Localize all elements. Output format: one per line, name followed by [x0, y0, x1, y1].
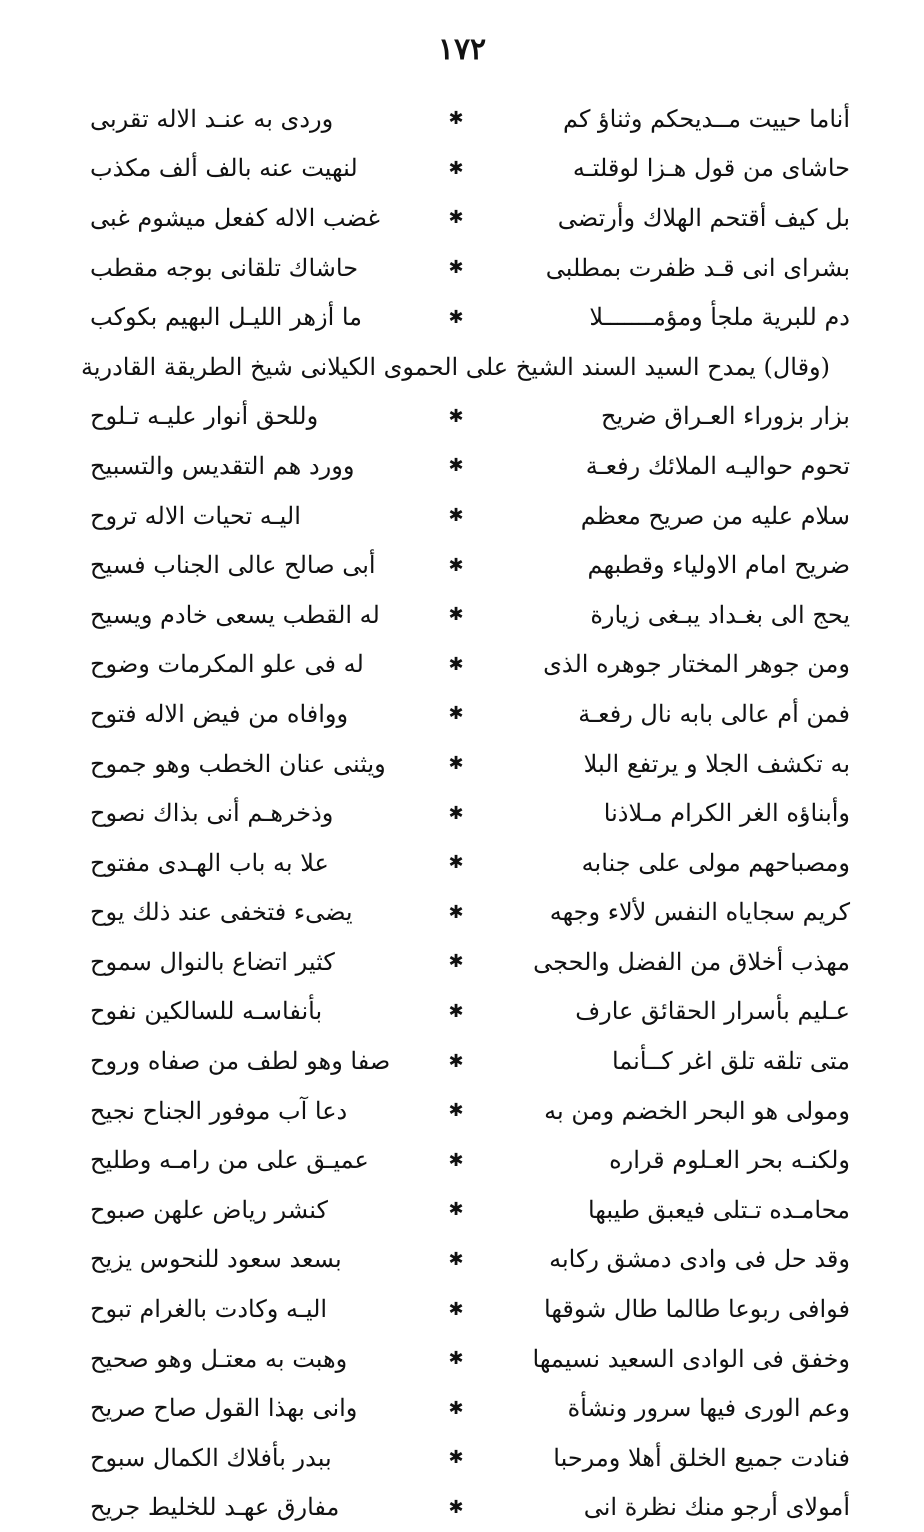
- verse-separator-icon: ✱: [448, 1199, 464, 1221]
- first-hemistich: وقد حل فى وادى دمشق ركابه: [549, 1245, 850, 1274]
- verse-line: [90, 1235, 850, 1285]
- verse-separator-icon: ✱: [448, 901, 464, 923]
- first-hemistich: فوافى ربوعا طالما طال شوقها: [544, 1295, 850, 1324]
- first-hemistich: مهذب أخلاق من الفضل والحجى: [533, 947, 850, 976]
- first-hemistich: وعم الورى فيها سرور ونشأة: [567, 1394, 850, 1423]
- verse-line: [90, 1185, 850, 1235]
- verse-separator-icon: ✱: [448, 1447, 464, 1469]
- verse-line: [90, 788, 850, 838]
- second-hemistich: كثير اتضاع بالنوال سموح: [90, 947, 335, 976]
- second-hemistich: حاشاك تلقانى بوجه مقطب: [90, 253, 359, 282]
- second-hemistich: اليـه وكادت بالغرام تبوح: [90, 1295, 328, 1324]
- verse-separator-icon: ✱: [448, 951, 464, 973]
- second-hemistich: وهبت به معتـل وهو صحيح: [90, 1344, 348, 1373]
- verse-separator-icon: ✱: [448, 1000, 464, 1022]
- first-hemistich: دم للبرية ملجأ ومؤمـــــــلا: [589, 303, 850, 332]
- second-hemistich: وانى بهذا القول صاح صريح: [90, 1394, 358, 1423]
- verse-line: [90, 94, 850, 144]
- second-hemistich: بسعد سعود للنحوس يزيح: [90, 1245, 342, 1274]
- verse-separator-icon: ✱: [448, 306, 464, 328]
- second-hemistich: غضب الاله كفعل ميشوم غبى: [90, 203, 380, 232]
- verse-separator-icon: ✱: [448, 1397, 464, 1419]
- first-hemistich: بشراى انى قـد ظفرت بمطلبى: [545, 253, 850, 282]
- verse-line: [90, 739, 850, 789]
- verse-separator-icon: ✱: [448, 1100, 464, 1122]
- verse-separator-icon: ✱: [448, 554, 464, 576]
- first-hemistich: بل كيف أقتحم الهلاك وأرتضى: [557, 203, 850, 232]
- first-hemistich: محامـده تـتلى فيعبق طيبها: [587, 1195, 850, 1224]
- verse-line: [90, 491, 850, 541]
- first-hemistich: أمولاى أرجو منك نظرة انى: [583, 1493, 850, 1522]
- first-hemistich: أناما حييت مــديحكم وثناؤ كم: [563, 104, 850, 133]
- first-hemistich: ومصباحهم مولى على جنابه: [581, 848, 850, 877]
- first-hemistich: فمن أم عالى بابه نال رفعـة: [578, 699, 850, 728]
- page-number: ١٧٢: [437, 32, 487, 67]
- first-hemistich: به تكشف الجلا و يرتفع البلا: [583, 749, 850, 778]
- verse-separator-icon: ✱: [448, 1496, 464, 1518]
- second-hemistich: وللحق أنوار عليـه تـلوح: [90, 402, 319, 431]
- first-hemistich: متى تلقه تلق اغر كــأنما: [611, 1047, 850, 1076]
- verse-line: [90, 590, 850, 640]
- verse-separator-icon: ✱: [448, 1348, 464, 1370]
- second-hemistich: كنشر رياض علهن صبوح: [90, 1195, 328, 1224]
- verse-line: [90, 1433, 850, 1483]
- verse-line: [90, 292, 850, 342]
- verse-line: [90, 243, 850, 293]
- poem-verses-before: [90, 94, 850, 342]
- verse-separator-icon: ✱: [448, 703, 464, 725]
- first-hemistich: يحج الى بغـداد يبـغى زيارة: [590, 600, 850, 629]
- verse-line: [90, 1334, 850, 1384]
- poem-heading: (وقال) يمدح السيد السند الشيخ على الحموى الكيلانى شيخ الطريقة القادرية: [80, 352, 830, 381]
- first-hemistich: تحوم حواليـه الملائك رفعـة: [585, 451, 850, 480]
- second-hemistich: اليـه تحيات الاله تروح: [90, 501, 301, 530]
- second-hemistich: أبى صالح عالى الجناب فسيح: [90, 551, 376, 580]
- verse-line: [90, 1086, 850, 1136]
- first-hemistich: سلام عليه من صريح معظم: [580, 501, 850, 530]
- verse-line: [90, 392, 850, 442]
- first-hemistich: ضريح امام الاولياء وقطبهم: [587, 551, 850, 580]
- first-hemistich: فنادت جميع الخلق أهلا ومرحبا: [553, 1443, 850, 1472]
- second-hemistich: وذخرهـم أنى بذاك نصوح: [90, 799, 334, 828]
- first-hemistich: عـليم بأسرار الحقائق عارف: [575, 997, 850, 1026]
- verse-separator-icon: ✱: [448, 653, 464, 675]
- verse-separator-icon: ✱: [448, 1149, 464, 1171]
- verse-separator-icon: ✱: [448, 257, 464, 279]
- verse-separator-icon: ✱: [448, 1050, 464, 1072]
- second-hemistich: بأنفاسـه للسالكين نفوح: [90, 997, 323, 1026]
- first-hemistich: وأبناؤه الغر الكرام مـلاذنا: [603, 799, 850, 828]
- first-hemistich: كريم سجاياه النفس لألاء وجهه: [549, 898, 850, 927]
- verse-line: [90, 1383, 850, 1433]
- first-hemistich: بزار بزوراء العـراق ضريح: [600, 402, 850, 431]
- second-hemistich: ما أزهر الليـل البهيم بكوكب: [90, 303, 363, 332]
- poem-verses-after: [90, 392, 850, 1532]
- verse-separator-icon: ✱: [448, 604, 464, 626]
- second-hemistich: ببدر بأفلاك الكمال سبوح: [90, 1443, 332, 1472]
- verse-separator-icon: ✱: [448, 108, 464, 130]
- second-hemistich: له القطب يسعى خادم ويسيح: [90, 600, 380, 629]
- verse-line: [90, 640, 850, 690]
- verse-separator-icon: ✱: [448, 405, 464, 427]
- verse-line: [90, 888, 850, 938]
- poem-lines: [80, 94, 850, 1532]
- second-hemistich: يضىء فتخفى عند ذلك يوح: [90, 898, 353, 927]
- second-hemistich: ويثنى عنان الخطب وهو جموح: [90, 749, 386, 778]
- verse-separator-icon: ✱: [448, 505, 464, 527]
- verse-line: [90, 540, 850, 590]
- verse-separator-icon: ✱: [448, 1248, 464, 1270]
- second-hemistich: علا به باب الهـدى مفتوح: [90, 848, 329, 877]
- verse-line: [90, 144, 850, 194]
- verse-separator-icon: ✱: [448, 207, 464, 229]
- verse-line: [90, 689, 850, 739]
- second-hemistich: ووافاه من فيض الاله فتوح: [90, 699, 349, 728]
- verse-line: [90, 1036, 850, 1086]
- first-hemistich: ولكنـه بحر العـلوم قراره: [609, 1146, 850, 1175]
- verse-separator-icon: ✱: [448, 802, 464, 824]
- first-hemistich: وخفق فى الوادى السعيد نسيمها: [532, 1344, 850, 1373]
- second-hemistich: مفارق عهـد للخليط جريح: [90, 1493, 340, 1522]
- verse-separator-icon: ✱: [448, 157, 464, 179]
- verse-line: [90, 987, 850, 1037]
- verse-separator-icon: ✱: [448, 852, 464, 874]
- verse-line: [90, 1483, 850, 1532]
- verse-separator-icon: ✱: [448, 455, 464, 477]
- second-hemistich: وورد هم التقديس والتسبيح: [90, 451, 355, 480]
- first-hemistich: ومن جوهر المختار جوهره الذى: [543, 650, 850, 679]
- first-hemistich: ومولى هو البحر الخضم ومن به: [544, 1096, 850, 1125]
- verse-line: [90, 937, 850, 987]
- second-hemistich: صفا وهو لطف من صفاه وروح: [90, 1047, 391, 1076]
- verse-separator-icon: ✱: [448, 1298, 464, 1320]
- verse-line: [90, 441, 850, 491]
- verse-line: [90, 1284, 850, 1334]
- verse-line: [90, 838, 850, 888]
- second-hemistich: له فى علو المكرمات وضوح: [90, 650, 364, 679]
- verse-line: [90, 1135, 850, 1185]
- second-hemistich: دعا آب موفور الجناح نجيح: [90, 1096, 348, 1125]
- second-hemistich: لنهيت عنه بالف ألف مكذب: [90, 154, 358, 183]
- first-hemistich: حاشاى من قول هـزا لوقلتـه: [572, 154, 850, 183]
- verse-line: [90, 193, 850, 243]
- second-hemistich: عميـق على من رامـه وطليح: [90, 1146, 369, 1175]
- verse-separator-icon: ✱: [448, 753, 464, 775]
- second-hemistich: وردى به عنـد الاله تقربى: [90, 104, 334, 133]
